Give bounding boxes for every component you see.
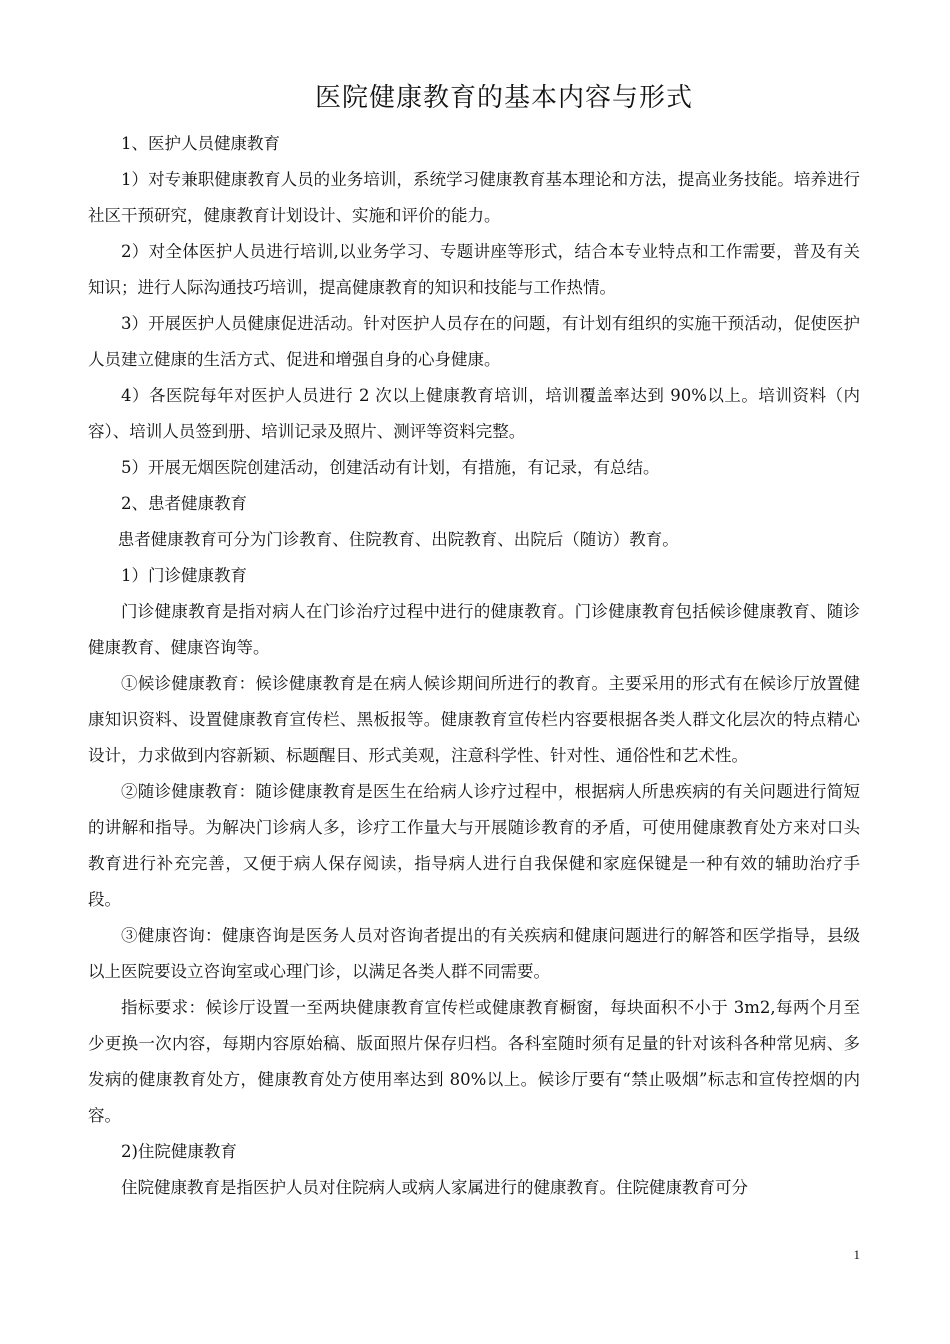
paragraph-patient-intro: 患者健康教育可分为门诊教育、住院教育、出院教育、出院后（随访）教育。 (117, 530, 679, 549)
subheading-outpatient: 1）门诊健康教育 (121, 566, 247, 585)
paragraph-outpatient-intro: 门诊健康教育是指对病人在门诊治疗过程中进行的健康教育。门诊健康教育包括候诊健康教育、随诊健康教育、健康咨询等。 (88, 602, 860, 657)
page-number: 1 (853, 1247, 860, 1262)
paragraph-consultation-education: ②随诊健康教育：随诊健康教育是医生在给病人诊疗过程中，根据病人所患疾病的有关问题进行简短的讲解和指导。为解决门诊病人多，诊疗工作量大与开展随诊教育的矛盾，可使用健康教育处方来对口头教育进行补充完善，又便于病人保存阅读，指导病人进行自我保健和家庭保键是一种有效的辅助治疗手段。 (88, 782, 860, 909)
page-title: 医院健康教育的基本内容与形式 (314, 83, 693, 113)
paragraph-health-consulting: ③健康咨询：健康咨询是医务人员对咨询者提出的有关疾病和健康问题进行的解答和医学指导，县级以上医院要设立咨询室或心理门诊，以满足各类人群不同需要。 (88, 926, 860, 981)
paragraph-staff-1: 1）对专兼职健康教育人员的业务培训，系统学习健康教育基本理论和方法，提高业务技能。培养进行社区干预研究，健康教育计划设计、实施和评价的能力。 (88, 170, 860, 225)
subheading-inpatient: 2)住院健康教育 (121, 1142, 237, 1161)
paragraph-staff-5: 5）开展无烟医院创建活动，创建活动有计划，有措施，有记录，有总结。 (121, 458, 660, 477)
paragraph-staff-2: 2）对全体医护人员进行培训,以业务学习、专题讲座等形式，结合本专业特点和工作需要，普及有关知识；进行人际沟通技巧培训，提高健康教育的知识和技能与工作热情。 (88, 242, 860, 297)
paragraph-indicator-requirements: 指标要求：候诊厅设置一至两块健康教育宣传栏或健康教育橱窗，每块面积不小于 3m2,每两个月至少更换一次内容，每期内容原始稿、版面照片保存归档。各科室随时须有足量的针对该科各种常见病、多发病的健康教育处方，健康教育处方使用率达到 80%以上。候诊厅要有“禁止吸烟”标志和宣传控烟的内容。 (88, 998, 860, 1125)
section-heading-patient: 2、患者健康教育 (121, 494, 247, 513)
paragraph-waiting-education: ①候诊健康教育：候诊健康教育是在病人候诊期间所进行的教育。主要采用的形式有在候诊厅放置健康知识资料、设置健康教育宣传栏、黑板报等。健康教育宣传栏内容要根据各类人群文化层次的特点精心设计，力求做到内容新颖、标题醒目、形式美观，注意科学性、针对性、通俗性和艺术性。 (88, 674, 860, 765)
paragraph-staff-3: 3）开展医护人员健康促进活动。针对医护人员存在的问题，有计划有组织的实施干预活动，促使医护人员建立健康的生活方式、促进和增强自身的心身健康。 (88, 314, 860, 369)
paragraph-inpatient-intro: 住院健康教育是指医护人员对住院病人或病人家属进行的健康教育。住院健康教育可分 (121, 1178, 748, 1197)
document-page (88, 78, 860, 1206)
section-heading-staff: 1、医护人员健康教育 (121, 134, 280, 153)
paragraph-staff-4: 4）各医院每年对医护人员进行 2 次以上健康教育培训，培训覆盖率达到 90%以上。培训资料（内容）、培训人员签到册、培训记录及照片、测评等资料完整。 (88, 386, 860, 441)
